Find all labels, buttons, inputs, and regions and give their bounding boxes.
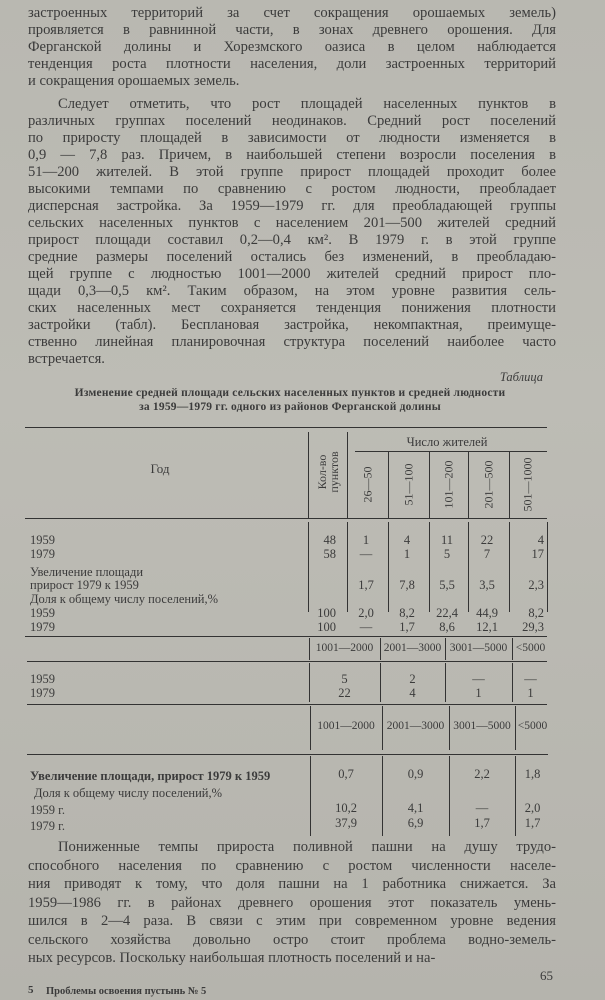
cell-value: 11 (440, 533, 454, 547)
cell-count: 48 (323, 533, 336, 547)
cell-value: — (524, 672, 537, 686)
text-line: Пониженные темпы прироста поливной пашни на душу трудо- (58, 839, 556, 855)
cell-count: 58 (323, 547, 336, 561)
text-line: Ферганской долины и Хорезмского оазиса в целом наблюдается (28, 39, 556, 55)
cell-count: 100 (317, 606, 336, 620)
text-line: тенденция роста плотности населения, доли застроенных территорий (28, 56, 556, 72)
header-year: Год (150, 461, 170, 476)
cell-value: 1,7 (399, 620, 415, 634)
paragraph-1 (28, 5, 556, 90)
header-range: 501—1000 (520, 457, 535, 512)
text-line: ственно линейная планировочная структура поселений наиболее часто (28, 334, 556, 350)
cell-value: 0,9 (407, 767, 424, 781)
text-line: сельских населенных пунктов с населением 201—500 жителей средний (28, 215, 556, 231)
cell-value: 4,1 (407, 801, 424, 815)
text-line: дисперсная застройка. За 1959—1979 гг. для преобладающей группы (28, 198, 556, 214)
cell-value: 1,7 (524, 816, 541, 830)
text-line: 1959—1986 гг. в районах древнего орошения этот показатель умень- (28, 894, 556, 911)
text-line: высокими темпами по сравнению с ростом людности, преобладает (28, 181, 556, 197)
cell-value: 4 (409, 686, 416, 700)
text-line: проявляется в равнинной части, в зонах древнего орошения. Для (28, 22, 556, 38)
cell-value: 22 (338, 686, 351, 700)
text-line: ских населенных мест сохраняется тенденция понижения плотности (28, 300, 556, 316)
cell-value: 2,3 (528, 578, 544, 592)
cell-value: 2 (409, 672, 416, 686)
row-label: прирост 1979 к 1959 (30, 578, 139, 592)
cell-value: 1 (475, 686, 482, 700)
row-label: 1959 г. (30, 803, 65, 817)
cell-value: 8,2 (528, 606, 544, 620)
cell-value: 0,7 (338, 767, 354, 781)
table-column-divider (429, 452, 430, 518)
table-column-divider (509, 452, 510, 518)
table-rule (27, 661, 547, 662)
cell-value: 2,2 (474, 767, 490, 781)
range-header: 2001—3000 (386, 720, 445, 732)
cell-value: 1,7 (474, 816, 490, 830)
increase-label: Увеличение площади, прирост 1979 к 1959 (30, 769, 271, 783)
range-header: <5000 (515, 642, 546, 654)
row-label: 1979 (30, 620, 55, 634)
cell-value: — (359, 620, 373, 634)
text-line: способного населения по сравнению с ростом численности населе- (28, 857, 556, 874)
table-rule (25, 518, 547, 519)
header-count: Кол-во пунктов (315, 451, 341, 493)
table-rule (27, 704, 547, 705)
table-caption: Таблица (499, 370, 543, 384)
header-range: 201—500 (481, 460, 495, 509)
text-line: встречается. (28, 351, 105, 367)
row-label: 1979 г. (30, 819, 65, 833)
text-line: щей группе с людностью 1001—2000 жителей средний прирост пло- (28, 266, 556, 282)
cell-value: 5 (443, 547, 451, 561)
cell-value: 10,2 (335, 801, 357, 815)
row-label: 1979 (30, 547, 55, 561)
range-header: <5000 (517, 720, 548, 732)
cell-value: 1,8 (524, 767, 541, 781)
cell-value: 6,9 (407, 816, 424, 830)
text-line: ния приводят к тому, что доля пашни на 1 работника снижается. За (28, 876, 556, 892)
row-label: Доля к общему числу поселений,% (30, 592, 219, 606)
range-header: 3001—5000 (453, 720, 511, 732)
paragraph-3 (28, 838, 556, 968)
row-label: 1959 (30, 606, 55, 620)
text-line: шился в 2—4 раза. В связи с этим при современном уровне ведения (28, 913, 556, 929)
cell-value: 12,1 (476, 620, 498, 634)
header-range: 51—100 (401, 463, 415, 506)
cell-value: 4 (403, 533, 411, 547)
cell-count: 100 (317, 620, 336, 634)
range-header: 1001—2000 (317, 720, 375, 732)
text-line: ных ресурсов. Поскольку наибольшая плотность поселений и на- (28, 950, 436, 966)
text-line: различных группах поселений неодинаков. Средний рост поселений (28, 113, 556, 129)
header-range: 101—200 (441, 460, 455, 509)
cell-value: — (359, 547, 373, 561)
cell-value: 5 (341, 672, 348, 686)
table-rule (25, 636, 547, 637)
text-line: сельского хозяйства довольно остро стоит проблема водно-земель- (28, 931, 556, 948)
cell-value: 8,2 (399, 606, 415, 620)
text-line: щади 0,3—0,5 км². Таким образом, на этом уровне развития сель- (28, 283, 556, 299)
cell-value: 29,3 (522, 620, 544, 634)
range-header: 2001—3000 (383, 642, 442, 654)
cell-value: 37,9 (335, 816, 357, 830)
cell-value: 7,8 (399, 578, 415, 592)
cell-value: 22 (480, 533, 494, 547)
range-header: 1001—2000 (315, 642, 374, 654)
header-range: 26—50 (360, 466, 374, 503)
table-rule (355, 451, 547, 452)
table-rule (27, 754, 548, 755)
text-line: по приросту площадей в зависимости от людности изменяется в (28, 130, 556, 146)
table-column-divider (468, 452, 469, 518)
cell-value: 1 (527, 686, 534, 700)
cell-value: 8,6 (439, 620, 455, 634)
cell-value: 1,7 (358, 578, 374, 592)
table-title-line-1: Изменение средней площади сельских населенных пунктов и средней людности (74, 387, 506, 399)
row-label: 1979 (30, 686, 55, 700)
row-label: Увеличение площади (30, 565, 144, 579)
text-line: и сокращения орошаемых земель. (28, 73, 240, 89)
cell-value: 5,5 (439, 578, 455, 592)
table-title-line-2: за 1959—1979 гг. одного из районов Ферганской долины (139, 401, 441, 413)
row-label: 1959 (30, 533, 55, 547)
cell-value: 2,0 (524, 801, 541, 815)
text-line: 51—200 жителей. В этой группе прирост площадей проходит более (28, 164, 556, 180)
cell-value: 4 (537, 533, 544, 547)
cell-value: 7 (483, 547, 491, 561)
printer-signature: 5 (28, 984, 34, 996)
table-column-divider (308, 432, 309, 518)
cell-value: 1 (403, 547, 411, 561)
table-rule (25, 427, 547, 428)
text-line: прирост площади составил 0,2—0,4 км². В 1979 г. в этой группе (28, 232, 556, 248)
text-line: Следует отметить, что рост площадей населенных пунктов в (58, 96, 556, 112)
cell-value: 3,5 (479, 578, 495, 592)
cell-value: 1 (362, 533, 370, 547)
cell-value: — (472, 672, 485, 686)
range-header: 3001—5000 (449, 642, 508, 654)
cell-value: 2,0 (358, 606, 374, 620)
journal-footer: Проблемы освоения пустынь № 5 (46, 986, 207, 997)
text-line: средние размеры поселений остались без изменений, в преобладаю- (28, 249, 556, 265)
share-label: Доля к общему числу поселений,% (34, 786, 223, 800)
table-column-divider (547, 522, 548, 612)
text-line: застройки (табл). Бесплановая застройка, некомпактная, преимуще- (28, 317, 556, 333)
paragraph-2 (28, 96, 556, 368)
page-number: 65 (540, 968, 553, 983)
text-line: 0,9 — 7,8 раз. Причем, в наибольшей степени возросли поселения в (28, 147, 556, 163)
row-label: 1959 (30, 672, 55, 686)
cell-value: 22,4 (436, 606, 458, 620)
cell-value: 17 (531, 547, 544, 561)
text-line: застроенных территорий за счет сокращения орошаемых земель) (28, 5, 556, 21)
cell-value: — (475, 801, 489, 815)
table-column-divider (388, 452, 389, 518)
header-population-group: Число жителей (406, 435, 488, 449)
cell-value: 44,9 (476, 606, 498, 620)
